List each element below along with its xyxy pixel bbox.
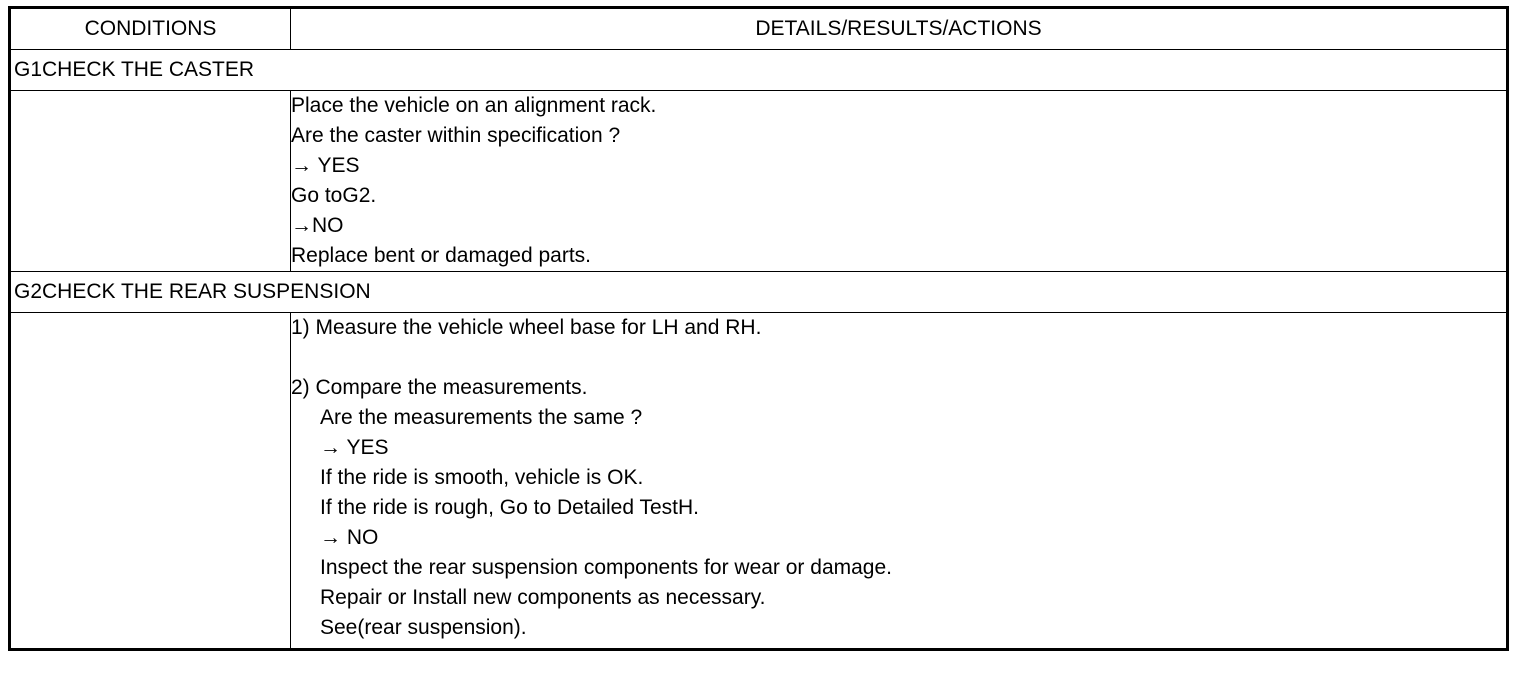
g2-sub-line: Are the measurements the same ? bbox=[320, 406, 643, 429]
g1-line: Go toG2. bbox=[291, 184, 377, 207]
g2-sub-line: Inspect the rear suspension components for wear or damage. bbox=[320, 556, 892, 579]
conditions-header: CONDITIONS bbox=[10, 8, 291, 50]
g2-sub-line: If the ride is rough, Go to Detailed TestH. bbox=[320, 496, 699, 519]
section-row-g2 bbox=[10, 272, 1508, 313]
conditions-cell-g2 bbox=[10, 313, 291, 650]
details-header: DETAILS/RESULTS/ACTIONS bbox=[291, 8, 1508, 50]
details-cell-g1 bbox=[291, 91, 1508, 272]
g1-line: →NO bbox=[291, 214, 344, 237]
content-row-g2 bbox=[10, 313, 1508, 650]
g1-line: Place the vehicle on an alignment rack. bbox=[291, 94, 657, 117]
header-row bbox=[10, 8, 1508, 50]
g1-line: → YES bbox=[291, 154, 360, 177]
diagnostic-table bbox=[8, 6, 1509, 651]
g2-step-1: 1) Measure the vehicle wheel base for LH and RH. bbox=[291, 316, 762, 339]
g1-line: Are the caster within specification ? bbox=[291, 124, 621, 147]
section-title-g2: G2CHECK THE REAR SUSPENSION bbox=[10, 272, 1508, 313]
g2-sub-line: See(rear suspension). bbox=[320, 616, 527, 639]
g2-sub-line: → YES bbox=[320, 436, 389, 459]
details-cell-g2 bbox=[291, 313, 1508, 650]
g1-line: Replace bent or damaged parts. bbox=[291, 244, 592, 267]
g2-sub-line: Repair or Install new components as necessary. bbox=[320, 586, 766, 609]
g2-step-2: 2) Compare the measurements. bbox=[291, 376, 588, 399]
g2-sub-line: → NO bbox=[320, 526, 379, 549]
section-title-g1: G1CHECK THE CASTER bbox=[10, 50, 1508, 91]
conditions-cell-g1 bbox=[10, 91, 291, 272]
spacer bbox=[291, 343, 1506, 373]
g2-sub-line: If the ride is smooth, vehicle is OK. bbox=[320, 466, 644, 489]
section-row-g1 bbox=[10, 50, 1508, 91]
content-row-g1 bbox=[10, 91, 1508, 272]
